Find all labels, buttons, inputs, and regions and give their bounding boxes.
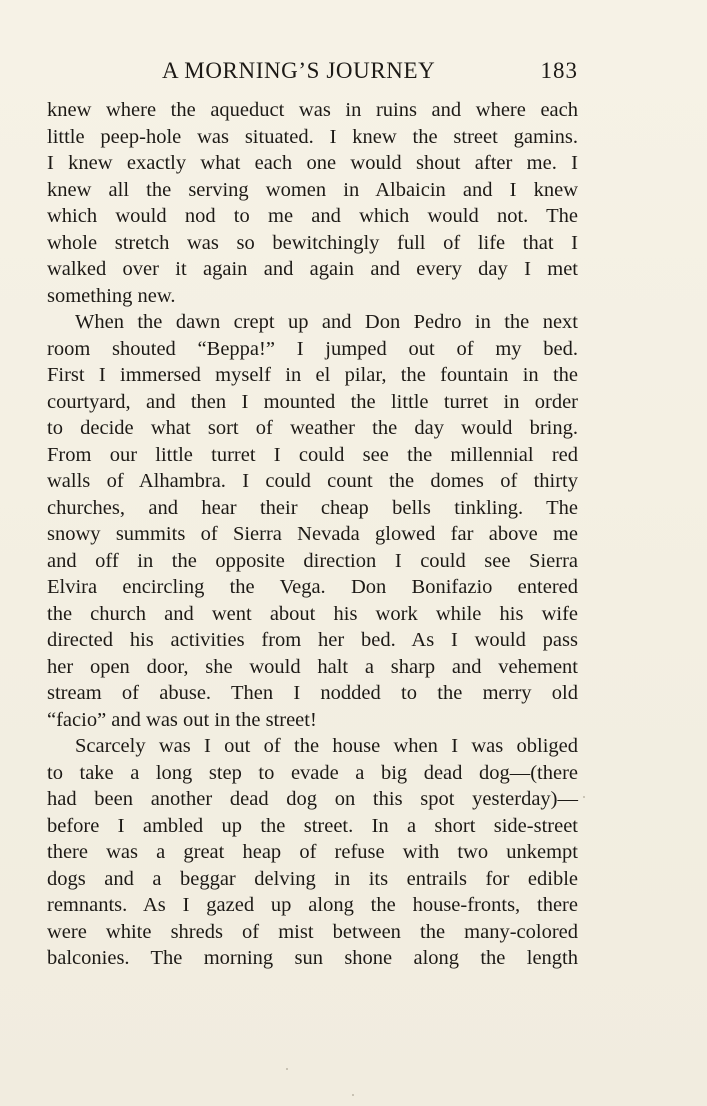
text-line: stream of abuse. Then I nodded to the merry old: [47, 682, 578, 704]
text-line: dogs and a beggar delving in its entrails for edible: [47, 867, 578, 890]
text-line: First I immersed myself in el pilar, the fountain in the: [47, 364, 578, 386]
running-title: A MORNING’S JOURNEY: [162, 58, 436, 83]
text-line: directed his activities from her bed. As I would pass: [47, 629, 578, 651]
text-line: to take a long step to evade a big dead dog—(there: [47, 761, 578, 784]
paper-speck: [286, 1068, 288, 1070]
text-line: room shouted “Beppa!” I jumped out of my bed.: [47, 337, 578, 360]
page-number: 183: [540, 58, 578, 83]
text-line: knew all the serving women in Albaicin and I knew: [47, 178, 578, 201]
text-line: little peep-hole was situated. I knew the street gamins.: [47, 125, 578, 148]
paragraph-3: [47, 733, 578, 972]
text-line: which would nod to me and which would not. The: [47, 205, 578, 227]
text-line: When the dawn crept up and Don Pedro in the next: [75, 311, 578, 333]
text-line: before I ambled up the street. In a short side-street: [47, 814, 578, 837]
text-line: remnants. As I gazed up along the house-fronts, there: [47, 894, 578, 916]
paragraph-2: [47, 309, 578, 733]
text-line: the church and went about his work while his wife: [47, 602, 578, 625]
text-line: I knew exactly what each one would shout after me. I: [47, 152, 578, 174]
text-line: walls of Alhambra. I could count the domes of thirty: [47, 470, 578, 492]
text-line: From our little turret I could see the millennial red: [47, 443, 578, 466]
text-line: and off in the opposite direction I could see Sierra: [47, 549, 578, 572]
text-line: to decide what sort of weather the day would bring.: [47, 417, 578, 439]
text-line: whole stretch was so bewitchingly full of life that I: [47, 231, 578, 254]
text-line: walked over it again and again and every day I met: [47, 258, 578, 280]
text-line: something new.: [47, 284, 176, 307]
running-head: [47, 58, 578, 92]
text-line: courtyard, and then I mounted the little turret in order: [47, 390, 578, 413]
paragraph-1: [47, 97, 578, 309]
text-line: knew where the aqueduct was in ruins and where each: [47, 99, 578, 121]
text-line: balconies. The morning sun shone along the length: [47, 947, 578, 969]
text-line: Elvira encircling the Vega. Don Bonifazio entered: [47, 576, 578, 598]
paper-speck: [583, 796, 585, 798]
text-line: Scarcely was I out of the house when I was obliged: [75, 735, 578, 757]
paper-speck: [352, 1094, 354, 1096]
text-line: there was a great heap of refuse with two unkempt: [47, 841, 578, 863]
text-line: her open door, she would halt a sharp and vehement: [47, 655, 578, 678]
body-text: [47, 97, 578, 972]
text-line: churches, and hear their cheap bells tinkling. The: [47, 496, 578, 519]
text-line: snowy summits of Sierra Nevada glowed far above me: [47, 523, 578, 545]
text-line: had been another dead dog on this spot yesterday)—: [47, 788, 578, 810]
text-line: were white shreds of mist between the many-colored: [47, 920, 578, 943]
text-line: “facio” and was out in the street!: [47, 708, 317, 731]
